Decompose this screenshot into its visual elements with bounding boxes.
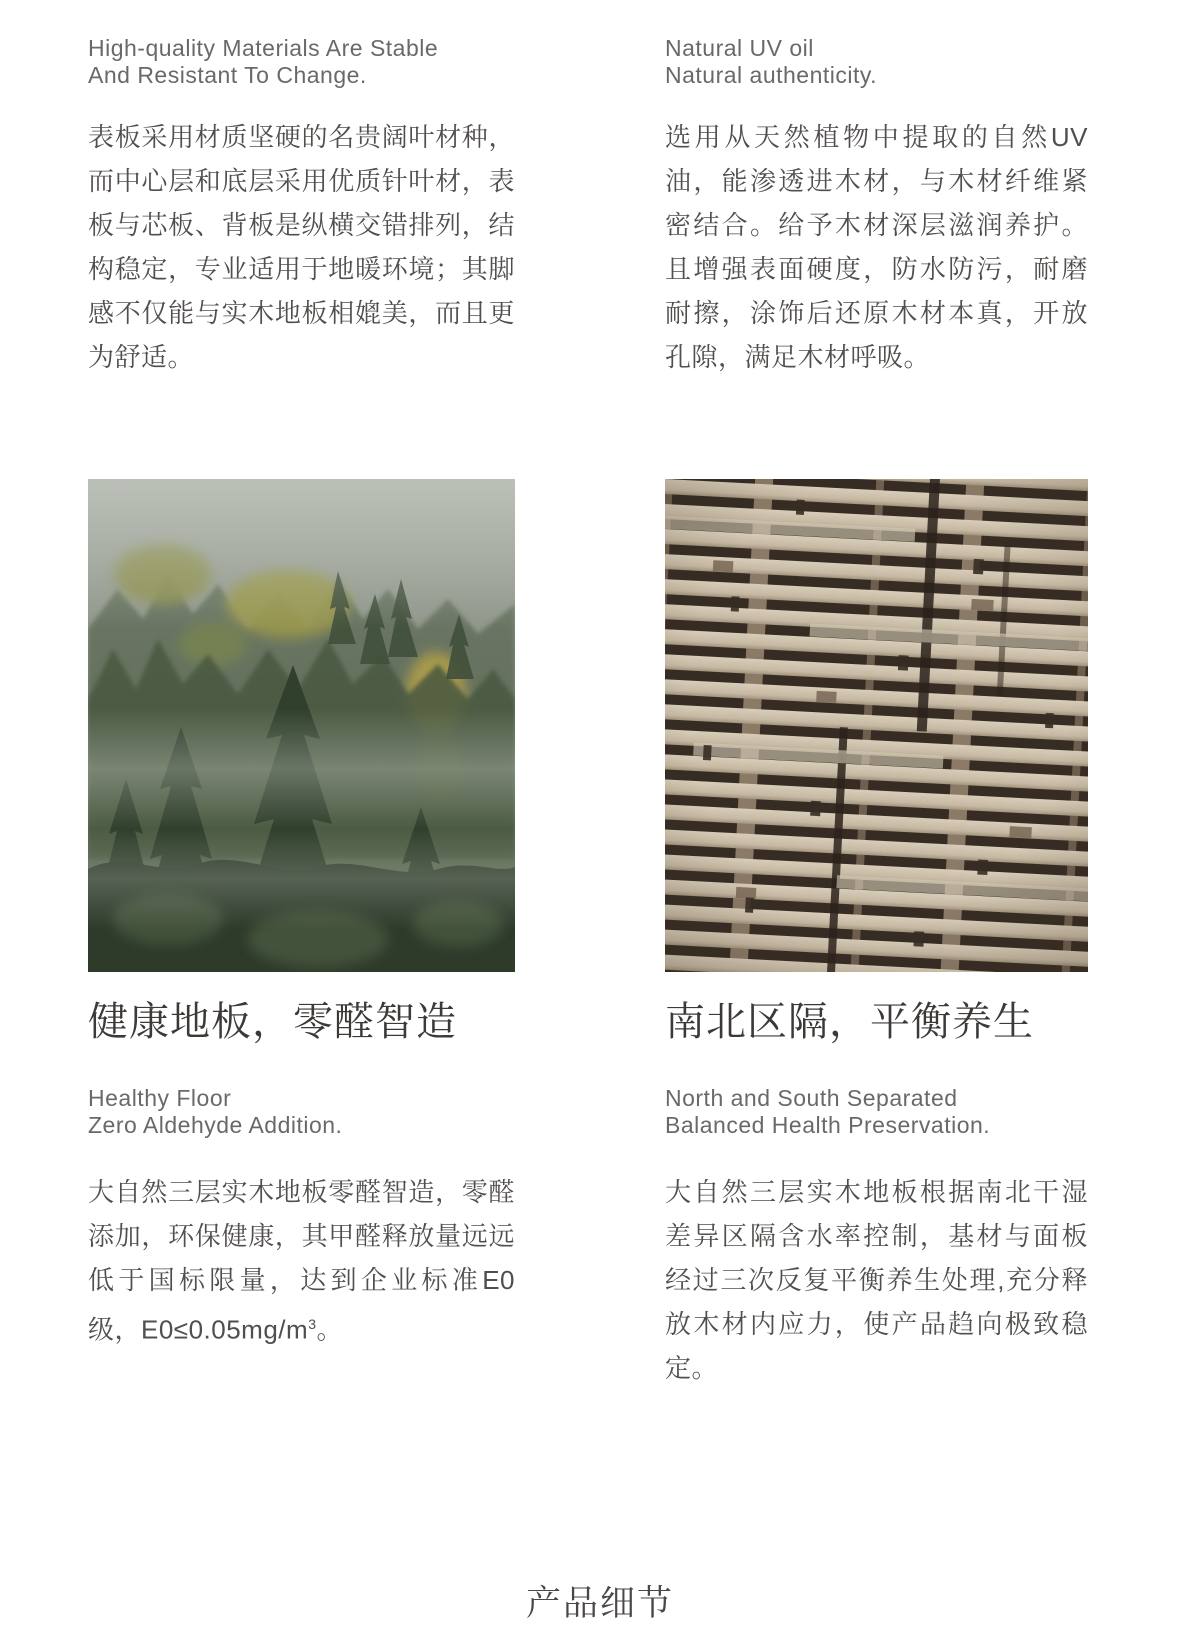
left-card — [88, 479, 515, 1390]
caption-line: And Resistant To Change. — [88, 62, 367, 88]
forest-image — [88, 479, 515, 972]
top-left-column — [88, 35, 515, 379]
left-english-caption — [88, 35, 515, 89]
left-card-paragraph — [88, 1170, 515, 1352]
left-card-body-tail: 。 — [316, 1314, 343, 1345]
right-card-caption — [665, 1085, 1088, 1139]
caption-line: North and South Separated — [665, 1085, 958, 1111]
left-body-paragraph: 表板采用材质坚硬的名贵阔叶材种，而中心层和底层采用优质针叶材，表板与芯板、背板是纵横交错排列，结构稳定，专业适用于地暖环境；其脚感不仅能与实木地板相媲美，而且更为舒适。 — [88, 122, 515, 372]
caption-line: Natural authenticity. — [665, 62, 878, 88]
left-card-title: 健康地板，零醛智造 — [88, 1000, 457, 1044]
lumber-image — [665, 479, 1088, 972]
right-body-paragraph: 选用从天然植物中提取的自然UV油，能渗透进木材，与木材纤维紧密结合。给予木材深层滋润养护。且增强表面硬度，防水防污，耐磨耐擦，涂饰后还原木材本真，开放孔隙，满足木材呼吸。 — [665, 122, 1088, 372]
left-card-body-main: 大自然三层实木地板零醛智造，零醛添加，环保健康，其甲醛释放量远远低于国标限量，达到企业标准E0级，E0≤0.05mg/m — [88, 1177, 515, 1345]
right-english-caption — [665, 35, 1088, 89]
caption-line: Natural UV oil — [665, 35, 814, 61]
next-section-title: 产品细节 — [525, 1584, 674, 1623]
top-right-column — [665, 35, 1088, 379]
cubic-meter-superscript: 3 — [308, 1316, 317, 1332]
caption-line: Healthy Floor — [88, 1085, 232, 1111]
right-card — [665, 479, 1088, 1390]
right-card-title: 南北区隔，平衡养生 — [665, 1000, 1034, 1044]
forest-illustration — [88, 479, 515, 972]
card-section — [88, 479, 1088, 1390]
caption-line: High-quality Materials Are Stable — [88, 35, 439, 61]
right-card-paragraph: 大自然三层实木地板根据南北干湿差异区隔含水率控制，基材与面板经过三次反复平衡养生处理,充分释放木材内应力，使产品趋向极致稳定。 — [665, 1177, 1088, 1383]
top-text-section — [88, 0, 1088, 379]
left-card-caption — [88, 1085, 515, 1139]
caption-line: Balanced Health Preservation. — [665, 1112, 991, 1138]
lumber-illustration — [665, 479, 1088, 972]
caption-line: Zero Aldehyde Addition. — [88, 1112, 343, 1138]
